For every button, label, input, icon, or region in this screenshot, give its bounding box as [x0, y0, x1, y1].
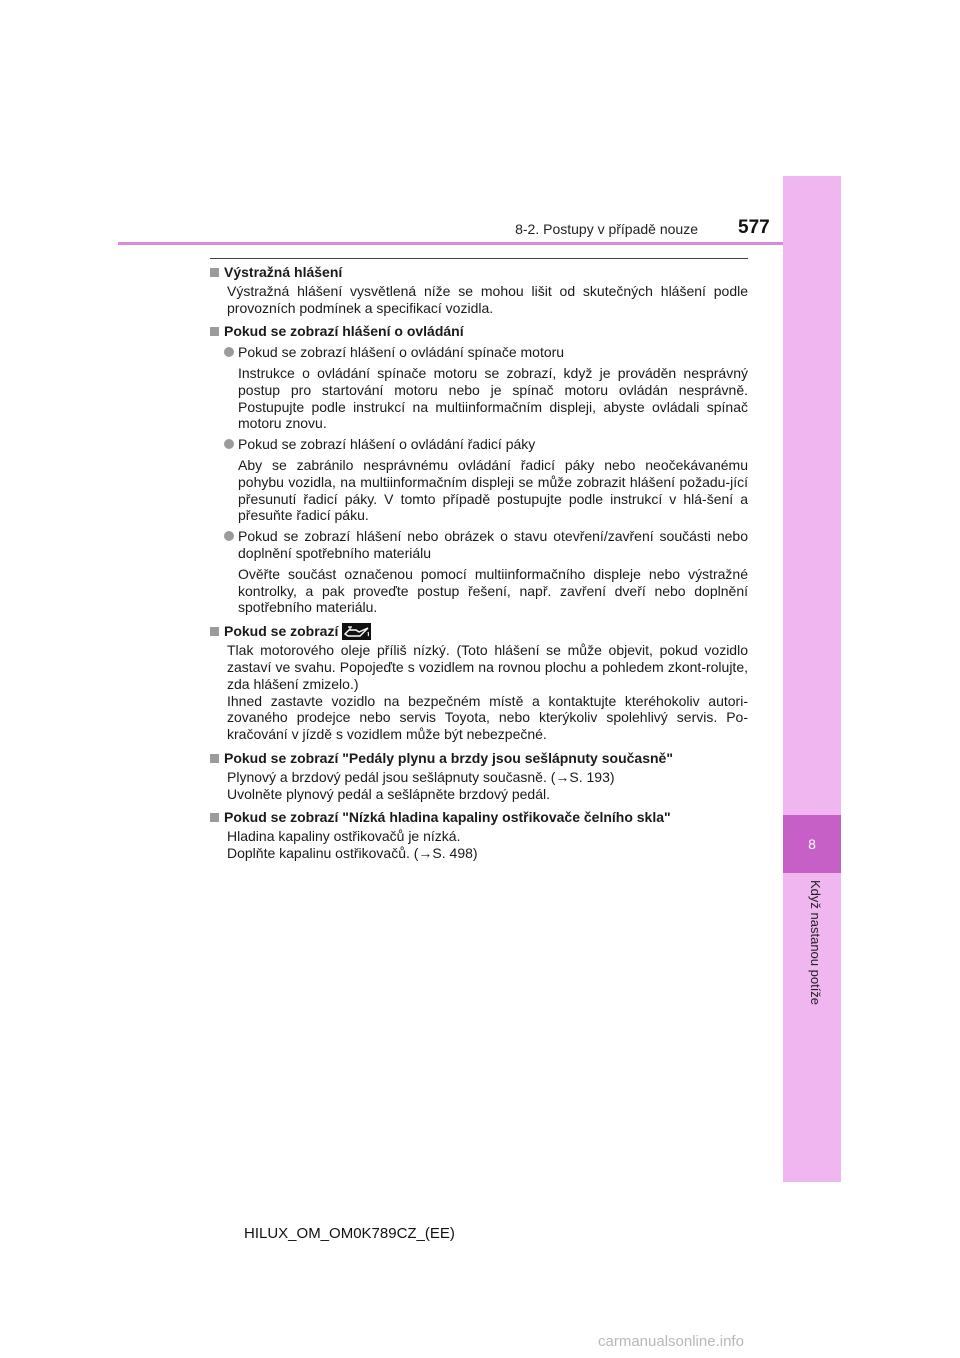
bullet-item: Pokud se zobrazí hlášení nebo obrázek o stavu otevření/zavření součásti nebo doplnění spotřebního materiálu	[224, 528, 748, 562]
paragraph: Instrukce o ovládání spínače motoru se zobrazí, když je prováděn nesprávný postup pro startování motoru nebo je spínač motoru ovládán nesprávně. Postupujte podle instrukcí na multiinformačním displeji, abyste ovládali spínač motoru znovu.	[238, 364, 748, 432]
page-content	[210, 264, 748, 862]
content-top-rule	[210, 258, 748, 259]
paragraph: Tlak motorového oleje příliš nízký. (Toto hlášení se může objevit, pokud vozidlo zastaví ve svahu. Popojeďte s vozidlem na rovnou plochu a pohledem zkont-rolujte, zda hlášení zmizelo.)	[227, 642, 748, 692]
section-heading: Pokud se zobrazí	[210, 623, 748, 640]
square-bullet-icon	[210, 754, 219, 763]
oil-pressure-warning-icon	[342, 623, 371, 640]
section-heading: Pokud se zobrazí "Pedály plynu a brzdy jsou sešlápnuty současně"	[210, 750, 748, 767]
watermark: carmanualsonline.info	[598, 1333, 744, 1350]
header-rule	[118, 242, 783, 245]
paragraph: Výstražná hlášení vysvětlená níže se mohou lišit od skutečných hlášení podle provozních podmínek a specifikací vozidla.	[227, 282, 748, 316]
round-bullet-icon	[224, 347, 234, 357]
square-bullet-icon	[210, 813, 219, 822]
document-id: HILUX_OM_OM0K789CZ_(EE)	[244, 1225, 455, 1242]
paragraph: Ihned zastavte vozidlo na bezpečném místě a kontaktujte kteréhokoliv autori-zovaného prodejce nebo servis Toyota, nebo kterýkoliv spolehlivý servis. Po-kračování v jízdě s vozidlem může být nebezpečné.	[227, 692, 748, 743]
chapter-number: 8	[808, 836, 816, 852]
bullet-item: Pokud se zobrazí hlášení o ovládání řadicí páky	[224, 436, 748, 453]
paragraph: Uvolněte plynový pedál a sešlápněte brzdový pedál.	[227, 785, 550, 802]
page-number: 577	[738, 217, 770, 238]
round-bullet-icon	[224, 531, 234, 541]
chapter-number-box	[783, 815, 841, 873]
bullet-item: Pokud se zobrazí hlášení o ovládání spínače motoru	[224, 344, 748, 361]
section-heading: Pokud se zobrazí "Nízká hladina kapaliny ostřikovače čelního skla"	[210, 809, 748, 826]
header-section-title: 8-2. Postupy v případě nouze	[515, 221, 698, 237]
square-bullet-icon	[210, 327, 219, 336]
paragraph: Aby se zabránilo nesprávnému ovládání řadicí páky nebo neočekávanému pohybu vozidla, na multiinformačním displeji se může zobrazit hlášení požadu-jící přesunutí řadicí páky. V tomto případě postupujte podle instrukcí v hlá-šení a přesuňte řadicí páku.	[238, 456, 748, 524]
chapter-side-tab	[783, 176, 841, 1182]
section-heading: Pokud se zobrazí hlášení o ovládání	[210, 323, 748, 340]
section-heading: Výstražná hlášení	[210, 264, 748, 281]
paragraph: Ověřte součást označenou pomocí multiinformačního displeje nebo výstražné kontrolky, a pak proveďte postup řešení, např. zavření dveří nebo doplnění spotřebního materiálu.	[238, 565, 748, 616]
paragraph: Plynový a brzdový pedál jsou sešlápnuty současně. (→S. 193)	[227, 768, 615, 785]
chapter-title: Když nastanou potíže	[808, 880, 823, 1006]
round-bullet-icon	[224, 439, 234, 449]
square-bullet-icon	[210, 627, 219, 636]
paragraph: Doplňte kapalinu ostřikovačů. (→S. 498)	[227, 844, 478, 861]
paragraph: Hladina kapaliny ostřikovačů je nízká.	[227, 828, 461, 845]
square-bullet-icon	[210, 268, 219, 277]
